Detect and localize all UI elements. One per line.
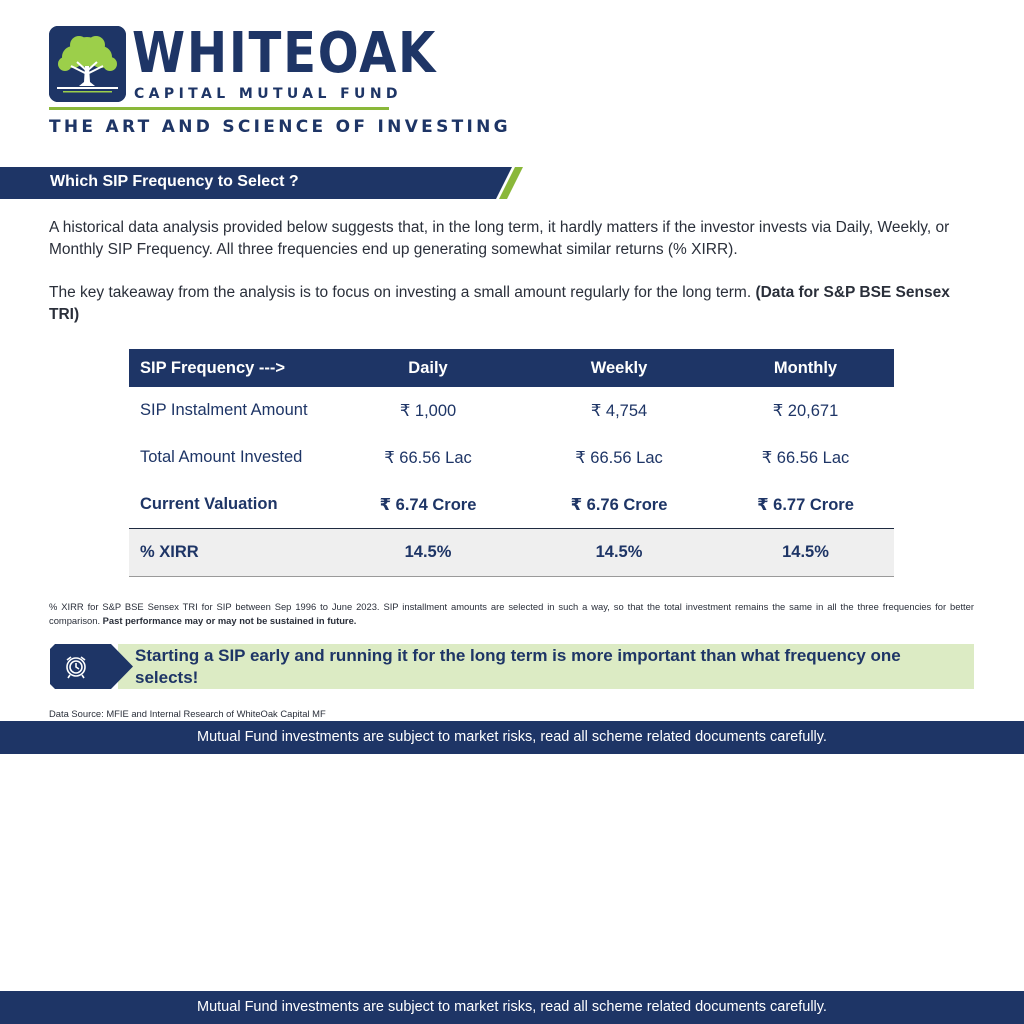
row-label: SIP Instalment Amount (140, 401, 308, 419)
data-source: Data Source: MFIE and Internal Research of WhiteOak Capital MF (49, 708, 326, 719)
table-cell: ₹ 66.56 Lac (575, 448, 663, 467)
table-row (129, 434, 894, 481)
disclaimer-bar-bottom: Mutual Fund investments are subject to market risks, read all scheme related documents carefully. (0, 991, 1024, 1024)
row-label: Current Valuation (129, 481, 335, 529)
oak-tree-icon (49, 26, 126, 102)
brand-name: WHITEOAK (132, 21, 438, 86)
footnote-text: % XIRR for S&P BSE Sensex TRI for SIP between Sep 1996 to June 2023. SIP installment amounts are selected in such a way, so that the total investment remains the same in all the three frequencies for better comparison. (49, 601, 974, 626)
table-cell: ₹ 66.56 Lac (384, 448, 472, 467)
table-cell: ₹ 6.74 Crore (335, 481, 521, 529)
footnote-past-performance: Past performance may or may not be sustained in future. (102, 615, 357, 626)
section-banner (0, 167, 510, 199)
header-monthly: Monthly (717, 349, 894, 387)
row-label: Total Amount Invested (140, 448, 303, 466)
table-cell: 14.5% (521, 529, 717, 577)
brand-divider (49, 107, 389, 110)
footnote (49, 600, 974, 628)
table-cell: ₹ 66.56 Lac (761, 448, 850, 467)
table-cell: ₹ 6.76 Crore (521, 481, 717, 529)
table-cell: ₹ 20,671 (772, 401, 839, 420)
takeaway-paragraph (49, 282, 979, 326)
takeaway-text: The key takeaway from the analysis is to focus on investing a small amount regularly for the long term. (49, 284, 756, 301)
brand-subtitle: CAPITAL MUTUAL FUND (134, 86, 402, 102)
table-row (129, 529, 894, 577)
table-cell: ₹ 1,000 (399, 401, 457, 420)
table-cell: 14.5% (335, 529, 521, 577)
brand-tagline: THE ART AND SCIENCE OF INVESTING (49, 117, 511, 137)
table-cell: ₹ 6.77 Crore (717, 481, 894, 529)
table-header-row (129, 349, 894, 387)
table-row (129, 481, 894, 529)
takeaway-data-note: (Data for S&P BSE Sensex TRI) (49, 284, 950, 323)
header-weekly: Weekly (521, 349, 717, 387)
callout-text: Starting a SIP early and running it for the long term is more important than what frequency one selects! (135, 646, 901, 687)
table-row (129, 387, 894, 434)
disclaimer-bar-top: Mutual Fund investments are subject to market risks, read all scheme related documents carefully. (0, 721, 1024, 754)
section-title: Which SIP Frequency to Select ? (50, 173, 299, 190)
row-label: % XIRR (129, 529, 335, 577)
callout-arrow (49, 644, 135, 689)
intro-paragraph: A historical data analysis provided below suggests that, in the long term, it hardly matters if the investor invests via Daily, Weekly, or Monthly SIP Frequency. All three frequencies end up generating somewhat similar returns (% XIRR). (49, 219, 950, 258)
table-cell: 14.5% (717, 529, 894, 577)
sip-frequency-table (129, 349, 894, 577)
header-daily: Daily (335, 349, 521, 387)
table-cell: ₹ 4,754 (590, 401, 648, 420)
brand-logo (49, 26, 126, 102)
header-sip-frequency: SIP Frequency ---> (129, 349, 335, 387)
